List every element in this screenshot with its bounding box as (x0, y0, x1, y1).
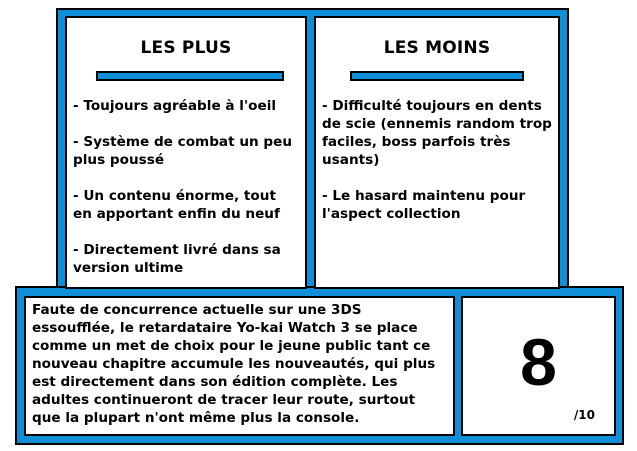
plus-item: - Un contenu énorme, tout en apportant enfin du neuf (73, 188, 280, 222)
moins-item: - Le hasard maintenu pour l'aspect collection (322, 188, 526, 222)
moins-panel (314, 16, 560, 289)
summary-text: Faute de concurrence actuelle sur une 3DS essoufflée, le retardataire Yo-kai Watch 3 se place comme un met de choix pour le jeune public tant ce nouveau chapitre accumule les nouveautés, qui plus est directement dans son édition complète. Les adultes continueront de tracer leur route, surtout que la plupart n'ont même plus la console. (32, 302, 436, 426)
summary-panel (24, 296, 455, 436)
score-panel (461, 296, 616, 436)
plus-title-underline (96, 71, 284, 81)
plus-title: LES PLUS (140, 38, 232, 58)
score-denominator: /10 (573, 408, 595, 422)
plus-item: - Directement livré dans sa version ultime (73, 242, 281, 276)
moins-item: - Difficulté toujours en dents de scie (ennemis random trop faciles, boss parfois très usants) (322, 98, 552, 168)
plus-list (73, 97, 299, 295)
plus-item: - Toujours agréable à l'oeil (73, 98, 277, 114)
moins-title: LES MOINS (383, 38, 491, 58)
moins-list (322, 97, 552, 241)
plus-panel (65, 16, 307, 289)
score-value: 8 (520, 325, 557, 399)
plus-item: - Système de combat un peu plus poussé (73, 134, 293, 168)
moins-title-underline (350, 71, 524, 81)
